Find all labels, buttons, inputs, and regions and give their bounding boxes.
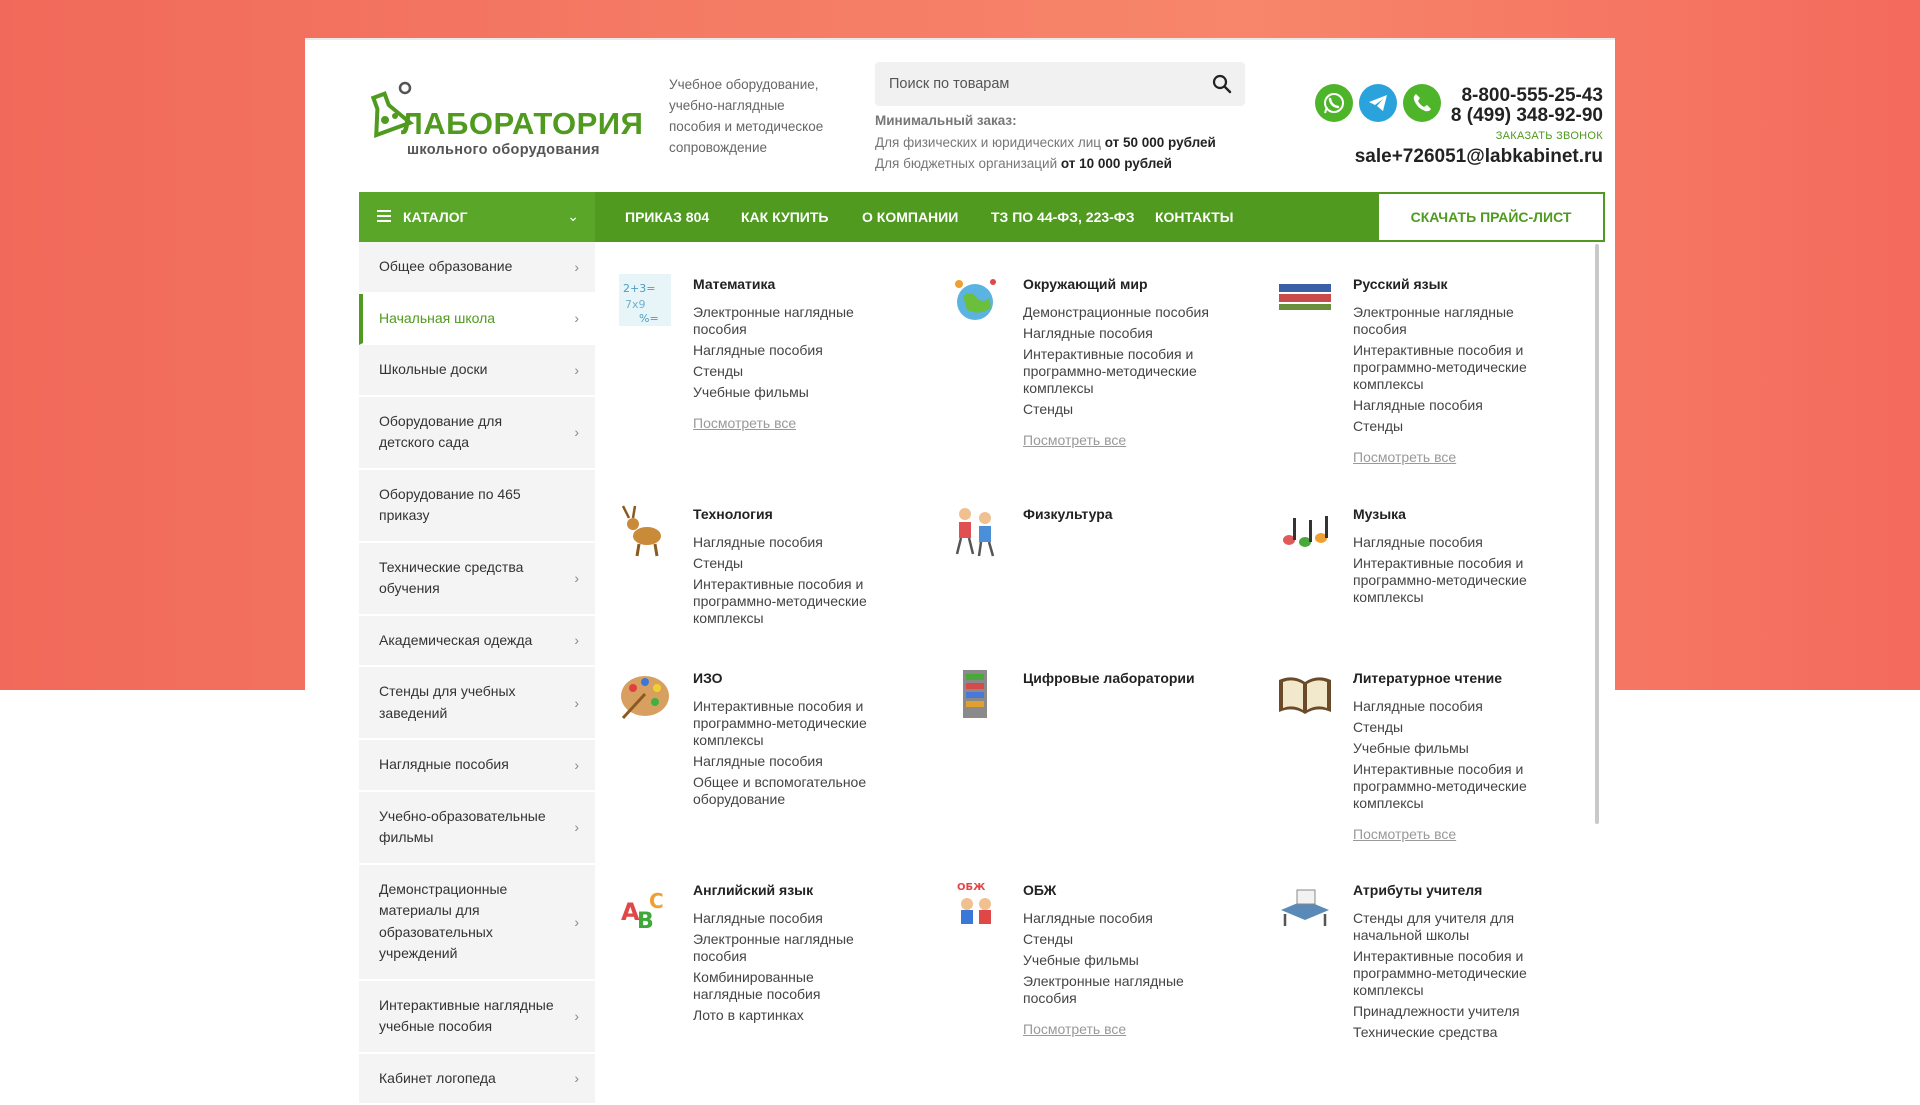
open-book-icon — [1275, 664, 1335, 724]
chevron-right-icon: › — [574, 257, 579, 279]
category-title[interactable]: ОБЖ — [1023, 882, 1323, 898]
svg-text:B: B — [637, 909, 654, 934]
palette-icon — [615, 664, 675, 724]
chevron-right-icon: › — [574, 308, 579, 330]
category-grid — [595, 242, 1605, 1050]
category-link[interactable]: Общее и вспомогательное оборудование — [693, 774, 883, 808]
category-link[interactable]: Наглядные пособия — [693, 534, 883, 551]
category-link[interactable]: Лото в картинках — [693, 1007, 883, 1024]
contact-email[interactable]: sale+726051@labkabinet.ru — [1355, 146, 1603, 168]
category-link[interactable]: Учебные фильмы — [693, 384, 883, 401]
category-link[interactable]: Учебные фильмы — [1023, 952, 1213, 969]
tagline-line: учебно-наглядные — [669, 95, 859, 116]
category-link[interactable]: Интерактивные пособия и программно-методические комплексы — [1353, 555, 1543, 606]
category-link[interactable]: Электронные наглядные пособия — [693, 304, 883, 338]
category-link[interactable]: Интерактивные пособия и программно-методические комплексы — [693, 576, 883, 627]
chevron-right-icon: › — [574, 568, 579, 590]
chevron-right-icon: › — [574, 912, 579, 934]
phone-numbers — [1451, 86, 1603, 126]
logo-name: ЛАБОРАТОРИЯ — [401, 106, 643, 142]
music-notes-icon — [1275, 500, 1335, 560]
sidebar-item[interactable]: Кабинет логопеда › — [359, 1054, 595, 1105]
category-link[interactable]: Комбинированные наглядные пособия — [693, 969, 883, 1003]
sidebar-item[interactable]: Академическая одежда › — [359, 616, 595, 668]
chevron-right-icon: › — [574, 360, 579, 382]
category-link[interactable]: Интерактивные пособия и программно-методические комплексы — [1353, 948, 1543, 999]
category-link[interactable]: Технические средства — [1353, 1024, 1543, 1041]
category-link[interactable]: Демонстрационные пособия — [1023, 304, 1213, 321]
category-title[interactable]: Русский язык — [1353, 276, 1653, 292]
catalog-label: КАТАЛОГ — [403, 209, 468, 225]
svg-text:7x9: 7x9 — [625, 298, 646, 311]
tagline-line: сопровождение — [669, 137, 859, 158]
sidebar-item[interactable]: Технические средства обучения › — [359, 543, 595, 616]
nav-item-tz[interactable]: ТЗ ПО 44-ФЗ, 223-ФЗ — [991, 209, 1135, 225]
sidebar-item[interactable]: Интерактивные наглядные учебные пособия › — [359, 981, 595, 1054]
chevron-right-icon: › — [574, 755, 579, 777]
phone-number-1[interactable]: 8-800-555-25-43 — [1451, 86, 1603, 106]
category-link[interactable]: Интерактивные пособия и программно-методические комплексы — [693, 698, 883, 749]
chevron-right-icon: › — [574, 693, 579, 715]
category-link[interactable]: Электронные наглядные пособия — [1353, 304, 1543, 338]
min-order-heading: Минимальный заказ: — [875, 110, 1216, 132]
category-link[interactable]: Стенды — [693, 555, 883, 572]
chevron-right-icon: › — [574, 1068, 579, 1090]
catalog-sidebar — [359, 242, 595, 1105]
category-link[interactable]: Интерактивные пособия и программно-методические комплексы — [1023, 346, 1213, 397]
sidebar-item[interactable]: Стенды для учебных заведений › — [359, 667, 595, 740]
chevron-down-icon: ⌄ — [567, 208, 579, 225]
category-link[interactable]: Наглядные пособия — [1353, 698, 1543, 715]
phone-number-2[interactable]: 8 (499) 348-92-90 — [1451, 106, 1603, 126]
category-card-music — [1353, 506, 1653, 610]
svg-text:A: A — [621, 898, 640, 926]
telegram-icon[interactable] — [1359, 84, 1397, 122]
tagline-line: пособия и методическое — [669, 116, 859, 137]
logo-subtitle: школьного оборудования — [407, 142, 600, 158]
category-title[interactable]: ИЗО — [693, 670, 993, 686]
svg-text:%=: %= — [639, 312, 659, 325]
search-box — [875, 62, 1245, 106]
site-logo[interactable] — [365, 80, 625, 160]
see-all-link[interactable]: Посмотреть все — [693, 415, 993, 431]
sidebar-item-active[interactable]: Начальная школа › — [359, 294, 595, 346]
site-page — [305, 38, 1615, 1048]
category-title[interactable]: Окружающий мир — [1023, 276, 1323, 292]
category-link[interactable]: Наглядные пособия — [1353, 397, 1543, 414]
nav-item-order-804[interactable]: ПРИКАЗ 804 — [625, 209, 709, 225]
download-price-list-button[interactable]: СКАЧАТЬ ПРАЙС-ЛИСТ — [1379, 194, 1603, 240]
category-title[interactable]: Цифровые лаборатории — [1023, 670, 1323, 686]
category-title[interactable]: Атрибуты учителя — [1353, 882, 1653, 898]
deer-icon — [615, 500, 675, 560]
category-link[interactable]: Стенды для учителя для начальной школы — [1353, 910, 1543, 944]
sidebar-item[interactable]: Наглядные пособия › — [359, 740, 595, 792]
sidebar-item[interactable]: Школьные доски › — [359, 345, 595, 397]
tagline-line: Учебное оборудование, — [669, 74, 859, 95]
safety-kids-icon — [945, 876, 1005, 936]
category-link[interactable]: Принадлежности учителя — [1353, 1003, 1543, 1020]
category-link[interactable]: Наглядные пособия — [693, 910, 883, 927]
category-link[interactable]: Наглядные пособия — [1023, 910, 1213, 927]
category-link[interactable]: Наглядные пособия — [693, 753, 883, 770]
catalog-button[interactable] — [359, 192, 595, 242]
category-link[interactable]: Стенды — [1353, 418, 1543, 435]
menu-icon — [377, 210, 391, 222]
see-all-link[interactable]: Посмотреть все — [1353, 449, 1653, 465]
category-link[interactable]: Стенды — [1353, 719, 1543, 736]
category-title[interactable]: Литературное чтение — [1353, 670, 1653, 686]
chevron-right-icon: › — [574, 422, 579, 444]
min-order-info — [875, 110, 1216, 175]
nav-item-contacts[interactable]: КОНТАКТЫ — [1155, 209, 1233, 225]
category-link[interactable]: Интерактивные пособия и программно-методические комплексы — [1353, 761, 1543, 812]
chevron-right-icon: › — [574, 630, 579, 652]
nav-item-about[interactable]: О КОМПАНИИ — [862, 209, 958, 225]
category-card-russian — [1353, 276, 1653, 465]
sidebar-item[interactable]: Общее образование › — [359, 242, 595, 294]
category-link[interactable]: Электронные наглядные пособия — [693, 931, 883, 965]
category-card-literature — [1353, 670, 1653, 842]
category-title[interactable]: Технология — [693, 506, 993, 522]
category-link[interactable]: Наглядные пособия — [1023, 325, 1213, 342]
category-title[interactable]: Английский язык — [693, 882, 993, 898]
callback-link[interactable]: ЗАКАЗАТЬ ЗВОНОК — [1496, 130, 1603, 142]
svg-text:C: C — [649, 889, 664, 913]
main-nav — [359, 192, 1605, 242]
math-icon — [615, 270, 675, 330]
sidebar-item[interactable]: Оборудование по 465 приказу — [359, 470, 595, 543]
svg-text:ОБЖ: ОБЖ — [957, 882, 986, 893]
category-link[interactable]: Электронные наглядные пособия — [1023, 973, 1213, 1007]
category-title[interactable]: Математика — [693, 276, 993, 292]
category-link[interactable]: Стенды — [1023, 401, 1213, 418]
svg-text:2+3=: 2+3= — [623, 282, 655, 295]
alphabet-icon — [1275, 270, 1335, 330]
sidebar-item[interactable]: Учебно-образовательные фильмы › — [359, 792, 595, 865]
nav-item-how-to-buy[interactable]: КАК КУПИТЬ — [741, 209, 828, 225]
min-order-budget: Для бюджетных организаций от 10 000 рублей — [875, 153, 1216, 175]
category-link[interactable]: Наглядные пособия — [693, 342, 883, 359]
abc-blocks-icon — [615, 876, 675, 936]
min-order-individuals: Для физических и юридических лиц от 50 000 рублей — [875, 132, 1216, 154]
sidebar-item[interactable]: Оборудование для детского сада › — [359, 397, 595, 470]
see-all-link[interactable]: Посмотреть все — [1023, 432, 1323, 448]
see-all-link[interactable]: Посмотреть все — [1023, 1021, 1323, 1037]
see-all-link[interactable]: Посмотреть все — [1353, 826, 1653, 842]
teacher-desk-icon — [1275, 876, 1335, 936]
phone-icon[interactable] — [1403, 84, 1441, 122]
content-scrollbar[interactable] — [1595, 244, 1599, 824]
kids-sport-icon — [945, 500, 1005, 560]
category-card-teacher — [1353, 882, 1653, 1045]
lab-cabinet-icon — [945, 664, 1005, 724]
globe-icon — [945, 270, 1005, 330]
category-link[interactable]: Стенды — [693, 363, 883, 380]
category-link[interactable]: Наглядные пособия — [1353, 534, 1543, 551]
whatsapp-icon[interactable] — [1315, 84, 1353, 122]
category-title[interactable]: Физкультура — [1023, 506, 1323, 522]
category-title[interactable]: Музыка — [1353, 506, 1653, 522]
category-link[interactable]: Интерактивные пособия и программно-методические комплексы — [1353, 342, 1543, 393]
sidebar-item[interactable]: Демонстрационные материалы для образовательных учреждений › — [359, 865, 595, 981]
category-link[interactable]: Учебные фильмы — [1353, 740, 1543, 757]
category-link[interactable]: Стенды — [1023, 931, 1213, 948]
search-icon[interactable] — [1211, 73, 1233, 95]
chevron-right-icon: › — [574, 1006, 579, 1028]
search-input[interactable] — [875, 62, 1195, 106]
chevron-right-icon: › — [574, 817, 579, 839]
site-tagline — [669, 74, 859, 158]
